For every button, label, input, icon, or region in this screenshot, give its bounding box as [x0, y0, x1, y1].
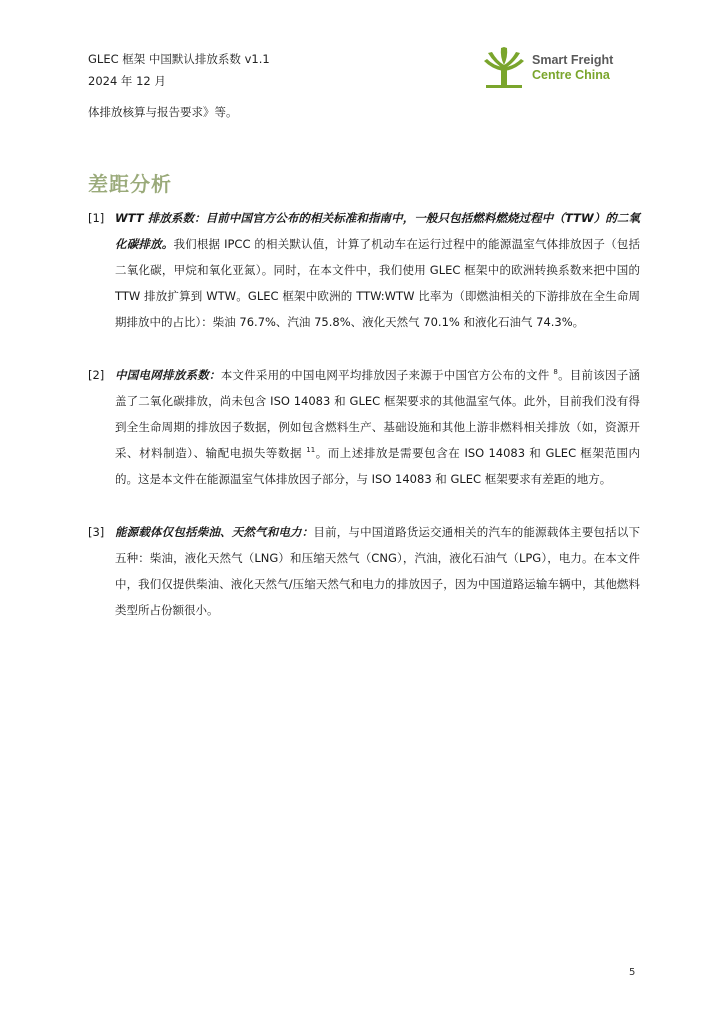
- footnote-ref: 8: [553, 368, 558, 377]
- list-item: [88, 205, 640, 335]
- section-title: 差距分析: [88, 172, 172, 196]
- tree-logo-icon: [482, 47, 526, 89]
- list-item: [88, 362, 640, 492]
- item-text: 。目前该因子涵盖了二氧化碳排放，尚未包含 ISO 14083 和 GLEC 框架要求的其他温室气体。此外，目前我们没有得到全生命周期的排放因子数据，例如包含燃料生产、基础设施和其他上游非燃料相关排放（如，资源开采、材料制造）、输配电损失等数据: [115, 368, 641, 460]
- item-lead: WTT 排放系数：目前中国官方公布的相关标准和指南中，一般只包括燃料燃烧过程中（TTW）的二氧化碳排放。: [115, 211, 640, 251]
- page-header: [88, 48, 270, 92]
- footnote-ref: 11: [306, 446, 316, 455]
- logo-line-1: Smart Freight: [532, 53, 614, 67]
- logo-line-2: Centre China: [532, 68, 610, 82]
- item-body: [115, 362, 640, 492]
- item-body: [115, 519, 640, 623]
- item-number: [2]: [88, 368, 105, 382]
- item-lead: 中国电网排放系数：: [115, 368, 221, 382]
- item-text: 。而上述排放是需要包含在 ISO 14083 和 GLEC 框架范围内的。这是本文件在能源温室气体排放因子部分，与 ISO 14083 和 GLEC 框架要求有差距的地方。: [115, 446, 640, 486]
- item-lead: 能源载体仅包括柴油、天然气和电力：: [115, 525, 314, 539]
- item-number: [1]: [88, 211, 105, 225]
- document-date: 2024 年 12 月: [88, 74, 166, 88]
- item-number: [3]: [88, 525, 105, 539]
- smart-freight-logo: [482, 47, 613, 89]
- list-item: [88, 519, 640, 623]
- item-body: [115, 205, 640, 335]
- item-text: 我们根据 IPCC 的相关默认值，计算了机动车在运行过程中的能源温室气体排放因子（包括二氧化碳，甲烷和氧化亚氮）。同时，在本文件中，我们使用 GLEC 框架中的欧洲转换系数来把中国的 TTW 排放扩算到 WTW。GLEC 框架中欧洲的 TTW:WTW 比率为（即燃油相关的下游排放在全生命周期排放中的占比）：柴油 76.7%、汽油 75.8%、液化天然气 70.1% 和液化石油气 74.3%。: [115, 237, 640, 329]
- item-text: 本文件采用的中国电网平均排放因子来源于中国官方公布的文件: [220, 368, 554, 382]
- item-text: 目前，与中国道路货运交通相关的汽车的能源载体主要包括以下五种：柴油，液化天然气（LNG）和压缩天然气（CNG），汽油，液化石油气（LPG），电力。在本文件中，我们仅提供柴油、液化天然气/压缩天然气和电力的排放因子，因为中国道路运输车辆中，其他燃料类型所占份额很小。: [115, 525, 641, 617]
- continuation-text: 体排放核算与报告要求》等。: [88, 105, 238, 119]
- page-number: 5: [629, 967, 636, 978]
- document-title: GLEC 框架 中国默认排放系数 v1.1: [88, 52, 270, 66]
